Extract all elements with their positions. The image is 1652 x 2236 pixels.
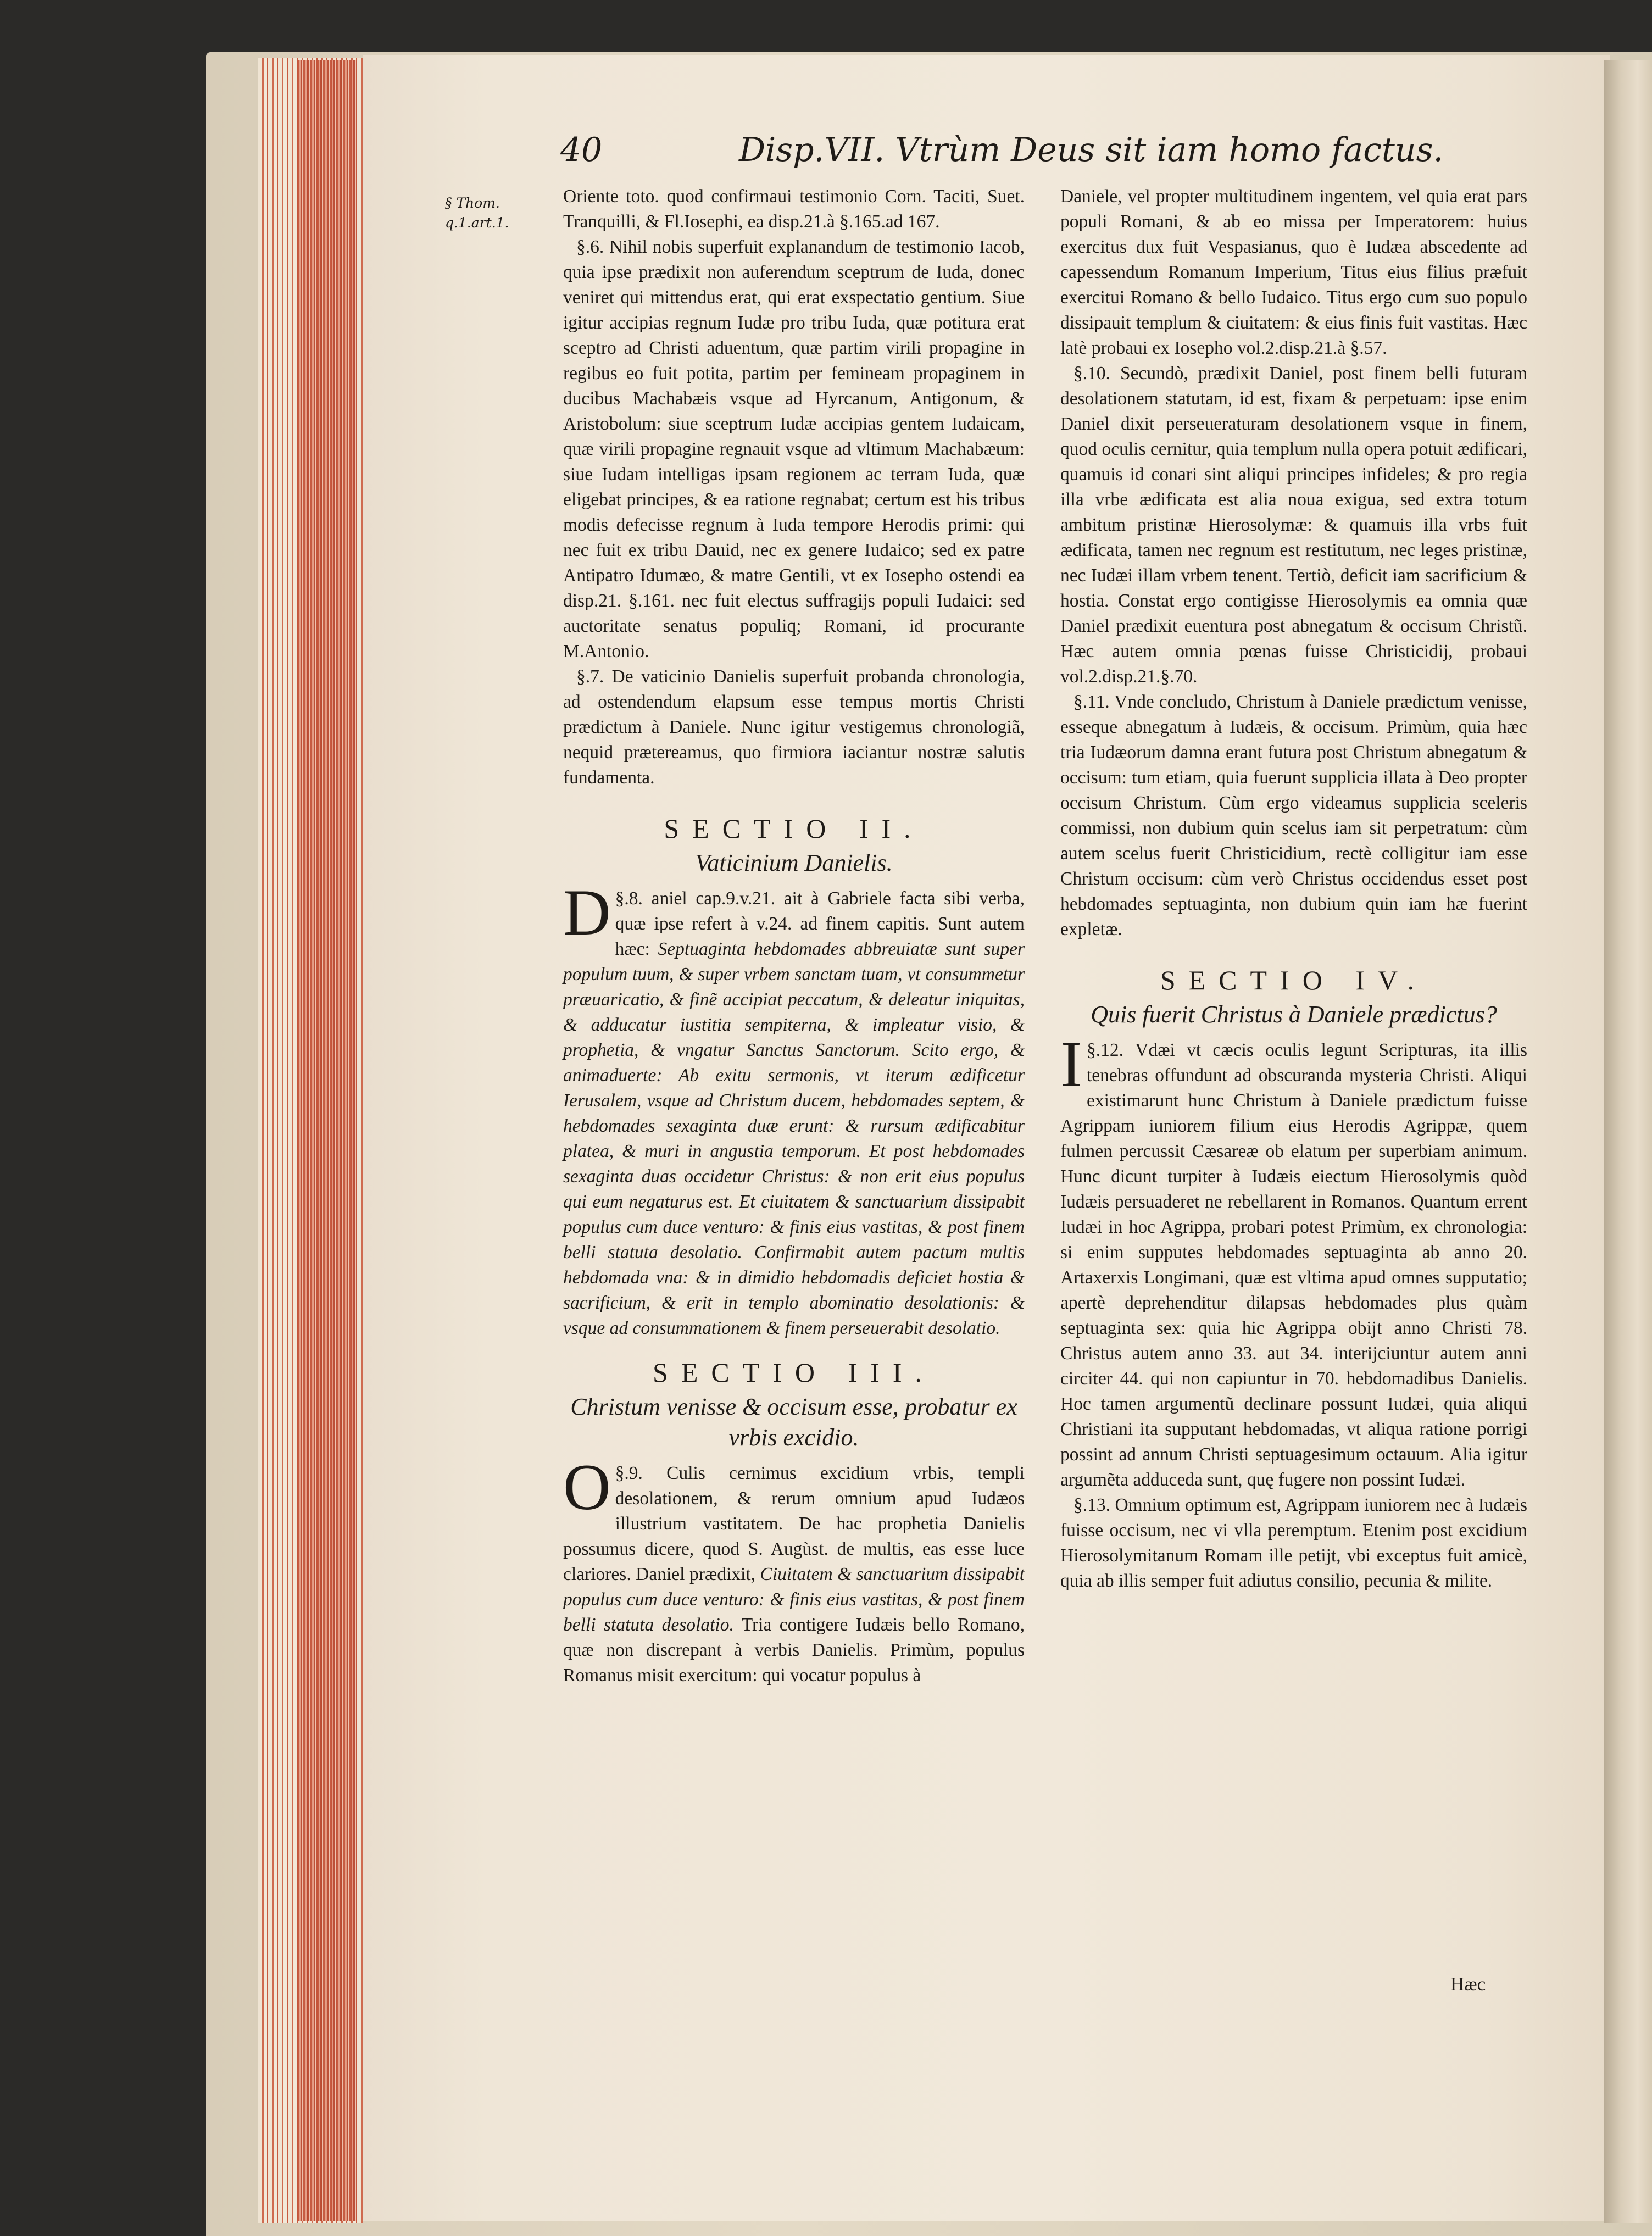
- right-column: [1060, 184, 1527, 1594]
- scripture-quote: Ciuitatem & sanctuarium dissipabit populus cum duce venturo: & finis eius vastitas, & post finem belli statuta desolatio.: [563, 1564, 1025, 1635]
- section-heading: SECTIO IV.: [1160, 965, 1428, 995]
- scripture-quote: Septuaginta hebdomades abbreuiatæ sunt super populum tuum, & super vrbem sanctam tuam, vt consummetur præuaricatio, & finẽ accipiat peccatum, & deleatur iniquitas, & adducatur iustitia sempiterna, & impleatur visio, & prophetia, & vngatur Sanctus Sanctorum. Scito ergo, & animaduerte: Ab exitu sermonis, vt iterum ædificetur Ierusalem, vsque ad Christum ducem, hebdomades septem, & hebdomades sexaginta duæ erunt: & rursum ædificabitur platea, & muri in angustia temporum. Et post hebdomades sexaginta duas occidetur Christus: & non erit eius populus qui eum negaturus est. Et ciuitatem & sanctuarium dissipabit populus cum duce venturo: & finis eius vastitas, & post finem belli statuta desolatio. Confirmabit autem pactum multis hebdomada vna: & in dimidio hebdomadis deficiet hostia & sacrificium, & erit in templo abominatio desolationis: & vsque ad consummationem & finem perseuerabit desolatio.: [563, 939, 1025, 1338]
- page-title: Disp.VII. Vtrùm Deus sit iam homo factus.: [739, 131, 1444, 169]
- paragraph: §.13. Omnium optimum est, Agrippam iuniorem nec à Iudæis fuisse occisum, nec vi vlla peremptum. Etenim post excidium Hierosolymitanum Romam ille petijt, vbi exceptus fuit amicè, quia ab illis semper fuit adiutus consilio, pecunia & milite.: [1060, 1495, 1527, 1591]
- section-subtitle: Quis fuerit Christus à Daniele prædictus?: [1091, 1001, 1497, 1028]
- paragraph-text: Vdæi vt cæcis oculis legunt Scripturas, ita illis tenebras offundunt ad obscuranda mysteria Christi. Aliqui existimarunt hunc Christum à Daniele prædictum fuisse Agrippam iuniorem filium eius Herodis Agrippæ, quem fulmen percussit Cæsareæ ob elatum per superbiam animum. Hunc dicunt turpiter à Iudæis eiectum Hierosolymis quòd Iudæis persuaderet ne rebellarent in Romanos. Quantum errent Iudæi in hoc Agrippa, probari potest Primùm, ex chronologia: si enim supputes hebdomades septuaginta ab anno 20. Artaxerxis Longimani, quæ est vltima apud omnes supputatio; apertè deprehenditur dilapsas hebdomades plus quàm septuaginta sex: quia hic Agrippa obijt anno Christi 78. Christus autem anno 33. aut 34. interijciuntur autem anni circiter 44. qui non capiuntur in 70. hebdomadibus Danielis. Hoc tamen argumentũ declinare possunt Iudæi, quia aliqui Christiani ita supputant hebdomadas, vt aliqua ratione porrigi possint ad annum Christi septuagesimum octauum. Alia igitur argumẽta adduceda sunt, quę fugere non possint Iudæi.: [1060, 1040, 1527, 1490]
- paragraph: §.10. Secundò, prædixit Daniel, post finem belli futuram desolationem statutam, id est, fixam & perpetuam: ipse enim Daniel dixit perseueraturam desolationem vsque in finem, quod oculis cernitur, quia templum nulla opera potuit ædificari, quamuis id conari sint aliqui principes infideles; & pro regia illa vrbe ædificata est alia noua exigua, sed extra totum ambitum pristinæ Hierosolymæ: & quamuis illa vrbs fuit ædificata, tamen nec regnum est restitutum, nec leges pristinæ, nec Iudæi illam vrbem tenent. Tertiò, deficit iam sacrificium & hostia. Constat ergo contigisse Hierosolymis ea omnia quæ Daniel prædixit euentura post abnegatum & occisum Christũ. Hæc autem omnia pœnas fuisse Christicidij, probaui vol.2.disp.21.§.70.: [1060, 363, 1527, 687]
- section-paragraph: [563, 1450, 1025, 1688]
- drop-cap: O: [563, 1450, 611, 1523]
- section-paragraph: [1060, 1027, 1527, 1493]
- catchword: Hæc: [1450, 1973, 1486, 1995]
- paragraph: Oriente toto. quod confirmaui testimonio Corn. Taciti, Suet. Tranquilli, & Fl.Iosephi, ea disp.21.à §.165.ad 167.: [563, 186, 1025, 232]
- paragraph-label: §.12.: [1086, 1040, 1123, 1060]
- paragraph: §.11. Vnde concludo, Christum à Daniele prædictum venisse, esseque abnegatum à Iudæis, & occisum. Primùm, quia hæc tria Iudæorum damna erant futura post Christum abnegatum & occisum: tum etiam, quia fuerunt supplicia illata à Deo propter occisum Christum. Cùm ergo videamus supplicia sceleris commissi, non dubium quin scelus iam sit perpetratum: cùm autem scelus fuerit Christicidium, rectè colligitur iam esse Christum occisum: cùm verò Christus occidendus esset post hebdomades septuaginta, non dubium quin iam hæ fuerint expletæ.: [1060, 692, 1527, 939]
- paragraph: Daniele, vel propter multitudinem ingentem, vel quia erat pars populi Romani, & ab eo missa per Imperatorem: huius exercitus dux fuit Vespasianus, quo è Iudæa abscedente ad capessendum Romanum Imperium, Titus eius filius præfuit exercitui Romano & bello Iudaico. Titus ergo cum suo populo dissipauit templum & ciuitatem: & eius finis fuit vastitas. Hæc latè probaui ex Iosepho vol.2.disp.21.à §.57.: [1060, 186, 1527, 358]
- red-page-edge: [297, 60, 357, 2221]
- drop-cap: I: [1060, 1027, 1082, 1100]
- paragraph: §.7. De vaticinio Danielis superfuit probanda chronologia, ad ostendendum elapsum esse tempus mortis Christi prædictum à Daniele. Nunc igitur vestigemus chronologiã, nequid prætereamus, quo firmiora iaciantur nostræ salutis fundamenta.: [563, 666, 1025, 788]
- paragraph-label: §.8.: [615, 888, 643, 909]
- paragraph-text: Tria contigere Iudæis bello Romano, quæ non discrepant à verbis Danielis. Primùm, populus Romanus misit exercitum: qui vocatur populus à: [563, 1615, 1025, 1686]
- paragraph-text: Culis cernimus excidium vrbis, templi desolationem, & rerum omnium apud Iudæos illustrium vastitatem. De hac prophetia Danielis possumus dicere, quod S. Augùst. de multis, eas esse luce clariores. Daniel prædixit,: [563, 1463, 1025, 1584]
- section-heading: SECTIO III.: [653, 1357, 935, 1388]
- section-subtitle: Christum venisse & occisum esse, probatur ex vrbis excidio.: [570, 1393, 1017, 1451]
- facing-page-gutter: [1604, 60, 1652, 2223]
- marginal-note: § Thom. q.1.art.1.: [445, 195, 509, 231]
- paragraph: §.6. Nihil nobis superfuit explanandum de testimonio Iacob, quia ipse prædixit non auferendum sceptrum de Iuda, donec veniret qui mittendus erat, qui erat exspectatio gentium. Siue igitur accipias regnum Iudæ pro tribu Iuda, quæ potitura erat sceptro ad Christi aduentum, quæ partim virili propagine in regibus eo fuit potita, partim per femineam propaginem in ducibus Machabæis vsque ad Hyrcanum, Antigonum, & Aristobolum: siue sceptrum Iudæ accipias gentem Iudaicam, quæ virili propagine regnauit vsque ad vltimum Machabæum: siue Iudam intelligas ipsam regionem ac terram Iuda, quæ eligebat principes, & ea ratione regnabat; certum est his tribus modis defecisse regnum à Iuda tempore Herodis primi: qui nec fuit ex tribu Dauid, nec ex genere Iudaico; sed ex patre Antipatro Idumæo, & matre Gentili, vt ex Iosepho ostendi ea disp.21. §.161. nec fuit electus suffragijs populi Iudaici: sed auctoritate senatus populiq; Romani, id procurante M.Antonio.: [563, 237, 1025, 661]
- running-head: [560, 131, 1538, 180]
- paragraph-text: aniel cap.9.v.21. ait à Gabriele facta sibi verba, quæ ipse refert à v.24. ad finem capitis. Sunt autem hæc:: [615, 888, 1025, 959]
- paragraph-label: §.9.: [615, 1463, 643, 1483]
- section-subtitle: Vaticinium Danielis.: [695, 849, 893, 876]
- drop-cap: D: [563, 876, 611, 949]
- left-column: [563, 184, 1025, 1688]
- section-paragraph: [563, 876, 1025, 1341]
- page-number: 40: [560, 131, 603, 169]
- section-heading: SECTIO II.: [664, 813, 924, 844]
